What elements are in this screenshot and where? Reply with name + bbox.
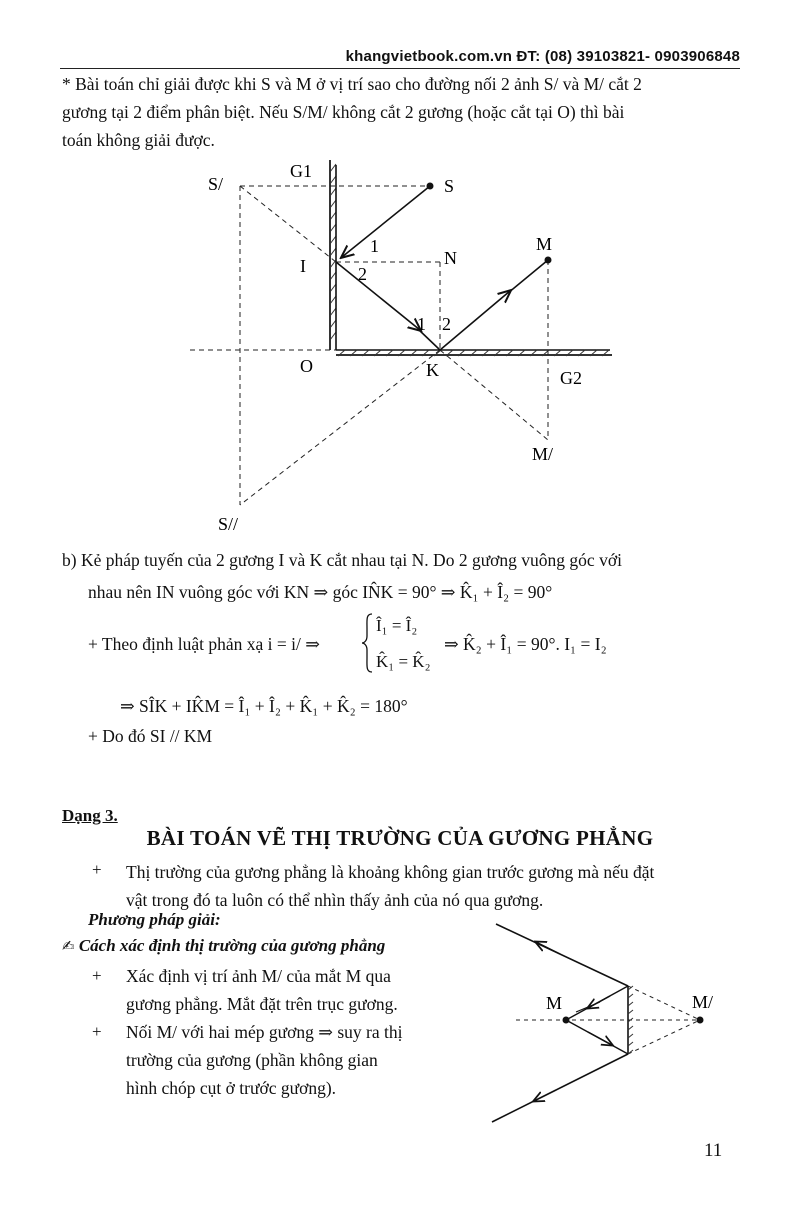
step-2-line-3: hình chóp cụt ở trước gương). xyxy=(126,1078,337,1098)
system-brace xyxy=(360,612,374,674)
label-g2: G2 xyxy=(560,368,582,388)
label-angle-1-at-i: 1 xyxy=(370,236,379,256)
label-g1: G1 xyxy=(290,161,312,181)
system-eq-1: Î₁ = Î₂ xyxy=(376,616,418,635)
label-o: O xyxy=(300,356,313,376)
note-paragraph xyxy=(62,70,752,154)
writing-hand-icon: ✍ xyxy=(62,937,75,955)
boundary-ray-bottom xyxy=(492,1054,628,1122)
how-heading-text: Cách xác định thị trường của gương phẳng xyxy=(78,936,386,955)
header-rule xyxy=(60,68,740,69)
step-1-line-2: gương phẳng. Mắt đặt trên trục gương. xyxy=(126,994,398,1014)
mirror-g2-hatch xyxy=(336,350,612,356)
section-label: Dạng 3. xyxy=(62,806,118,825)
boundary-ray-bottom-arrow xyxy=(534,1090,556,1101)
section-title: BÀI TOÁN VẼ THỊ TRƯỜNG CỦA GƯƠNG PHẲNG xyxy=(146,826,654,850)
reflection-law-result: ⇒ K̂₂ + Î₁ = 90°. I₁ = I₂ xyxy=(444,634,607,654)
mirror-diagram xyxy=(0,150,800,550)
incident-ray-si xyxy=(342,186,430,257)
intro-line-2: vật trong đó ta luôn có thể nhìn thấy ảnh của nó qua gương. xyxy=(126,890,544,910)
point-image-m-prime xyxy=(697,1017,704,1024)
point-s xyxy=(427,183,434,190)
bullet-step-1: + xyxy=(92,966,102,985)
label-s: S xyxy=(444,176,455,196)
step-1 xyxy=(126,962,456,1018)
step-2-line-2: trường của gương (phần không gian xyxy=(126,1050,378,1070)
label-k: K xyxy=(426,360,439,380)
method-heading: Phương pháp giải: xyxy=(88,910,221,929)
boundary-ray-top-arrow xyxy=(536,942,560,954)
point-m xyxy=(545,257,552,264)
eye-ray-mid xyxy=(576,1002,600,1012)
how-heading xyxy=(62,936,385,956)
note-line-2: gương tại 2 điểm phân biệt. Nếu S/M/ không cắt 2 gương (hoặc cắt tại O) thì bài xyxy=(62,102,625,122)
intro-paragraph xyxy=(126,858,756,914)
reflected-ray-km xyxy=(508,260,548,293)
field-of-view-diagram xyxy=(470,910,750,1130)
eye-ray-bottom-arrow xyxy=(588,1032,612,1045)
reflection-law-prefix: + Theo định luật phản xạ i = i/ ⇒ xyxy=(88,634,320,654)
bullet-intro: + xyxy=(92,860,102,879)
boundary-ray-top xyxy=(496,924,628,986)
note-line-3: toán không giải được. xyxy=(62,130,215,150)
label-angle-2-at-i: 2 xyxy=(358,264,367,284)
label-eye-m: M xyxy=(546,993,563,1013)
system-eq-2: K̂₁ = K̂₂ xyxy=(376,652,431,671)
step-2-line-1: Nối M/ với hai mép gương ⇒ suy ra thị xyxy=(126,1022,403,1042)
label-image-m-prime: M/ xyxy=(692,992,714,1012)
intro-line-1: Thị trường của gương phẳng là khoảng không gian trước gương mà nếu đặt xyxy=(126,862,655,882)
page-number: 11 xyxy=(704,1140,723,1161)
step-1-line-1: Xác định vị trí ảnh M/ của mắt M qua xyxy=(126,966,391,986)
angle-sum-line: ⇒ SÎK + IK̂M = Î₁ + Î₂ + K̂₁ + K̂₂ = 180° xyxy=(120,696,408,716)
label-m: M xyxy=(536,234,553,254)
bullet-step-2: + xyxy=(92,1022,102,1041)
point-eye-m xyxy=(563,1017,570,1024)
label-m-prime: M/ xyxy=(532,444,554,464)
label-n: N xyxy=(444,248,457,268)
page-header: khangvietbook.com.vn ĐT: (08) 39103821- 0903906848 xyxy=(345,48,740,65)
part-b-line-1: b) Kẻ pháp tuyến của 2 gương I và K cắt nhau tại N. Do 2 gương vuông góc với xyxy=(62,550,622,570)
mirror-g1-hatch xyxy=(330,160,336,350)
note-line-1: * Bài toán chỉ giải được khi S và M ở vị trí sao cho đường nối 2 ảnh S/ và M/ cắt 2 xyxy=(62,74,642,94)
construction-lines xyxy=(190,186,548,505)
label-i: I xyxy=(300,256,306,276)
part-b-line-2: nhau nên IN vuông góc với KN ⇒ góc IN̂K = 90° ⇒ K̂₁ + Î₂ = 90° xyxy=(88,582,553,602)
conclusion-line: + Do đó SI // KM xyxy=(88,726,213,746)
step-2 xyxy=(126,1018,456,1102)
label-angle-1-at-k: 1 xyxy=(417,314,426,334)
label-s-double-prime: S// xyxy=(218,514,239,534)
label-s-prime: S/ xyxy=(208,174,224,194)
ray-ik-arrow xyxy=(336,262,420,330)
label-angle-2-at-k: 2 xyxy=(442,314,451,334)
